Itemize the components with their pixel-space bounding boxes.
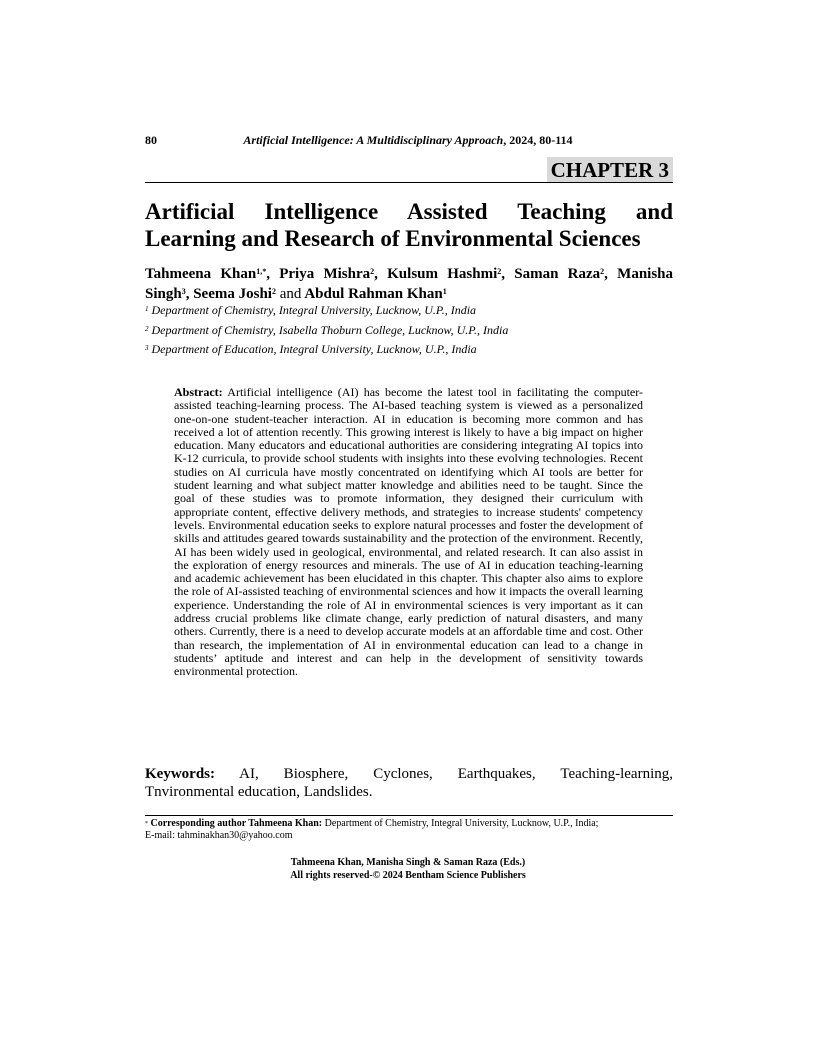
affiliations	[145, 303, 673, 362]
keywords-line-1	[145, 765, 673, 783]
page-number: 80	[145, 133, 157, 147]
affiliation	[145, 323, 673, 337]
footnote-text: Department of Chemistry, Integral University, Lucknow, U.P., India;	[322, 818, 599, 829]
affiliation-mark: 3	[145, 344, 149, 352]
affiliation-text: Department of Chemistry, Integral University, Lucknow, U.P., India	[151, 303, 477, 317]
author-name-part: Manisha	[617, 266, 674, 282]
footnote-email: E-mail: tahminakhan30@yahoo.com	[145, 830, 293, 841]
title-line-1: Artificial Intelligence Assisted Teaching and	[145, 199, 673, 224]
footnote-rule	[145, 815, 673, 816]
keywords-text-2: Tnvironmental education, Landslides.	[145, 784, 373, 800]
footnote	[145, 818, 673, 842]
affiliation-mark: 1	[145, 305, 149, 313]
author-name: Seema Joshi	[193, 286, 272, 302]
author-name: Priya Mishra	[279, 266, 371, 282]
author-affiliation-mark: 2	[497, 267, 502, 276]
author-list	[145, 264, 673, 304]
author-affiliation-mark: 2	[271, 287, 276, 296]
author-name-part: Singh	[145, 286, 182, 302]
author-affiliation-mark: 2	[600, 267, 605, 276]
footnote-mark: *	[145, 821, 148, 827]
affiliation-mark: 2	[145, 324, 149, 333]
chapter-label: CHAPTER 3	[547, 157, 673, 182]
author-name: Tahmeena Khan	[145, 266, 257, 282]
author-line-2: Singh$^3$, Seema Joshi$^2$ and Abdul Rahman Khan$^1$	[145, 286, 447, 302]
affiliation	[145, 303, 673, 317]
author-affiliation-mark: 2	[370, 267, 375, 276]
keywords-text-1: AI, Biosphere, Cyclones, Earthquakes, Teaching-learning,	[239, 766, 673, 782]
title-line-2: Learning and Research of Environmental Sciences	[145, 226, 641, 251]
keywords-label: Keywords:	[145, 766, 215, 782]
rights-line: All rights reserved-© 2024 Bentham Science Publishers	[290, 870, 526, 881]
author-name: Abdul Rahman Khan	[304, 286, 443, 302]
author-name: Saman Raza	[514, 266, 601, 282]
journal-title: Artificial Intelligence: A Multidisciplinary Approach	[243, 133, 504, 147]
footnote-label: Corresponding author Tahmeena Khan:	[150, 818, 323, 829]
chapter-rule	[145, 182, 673, 183]
copyright-block	[0, 856, 816, 882]
author-affiliation-mark: 1	[442, 287, 447, 296]
abstract-label: Abstract:	[174, 385, 223, 399]
abstract	[174, 386, 643, 679]
abstract-text: Artificial intelligence (AI) has become the latest tool in facilitating the computer-assisted teaching-learning process. The AI-based teaching system is viewed as a personalized one-on-one student-teacher interaction. AI in education is becoming more common and has received a lot of attention recently. This growing interest is likely to have a big impact on higher education. Many educators and educational authorities are considering integrating AI topics into K-12 curricula, to provide school students with insights into these evolving technologies. Recent studies on AI curricula have mostly concentrated on identifying which AI tools are better for student learning and what subject matter knowledge and abilities need to be taught. Since the goal of these studies was to promote information, they designed their curriculum with appropriate content, effective delivery methods, and strategies to increase students' competency levels. Environmental education seeks to explore natural processes and foster the development of skills and attitudes geared towards sustainability and the protection of the environment. Recently, AI has been widely used in geological, environmental, and related research. It can also assist in the exploration of energy resources and minerals. The use of AI in education teaching-learning and academic achievement has been elucidated in this chapter. This chapter also aims to explore the role of AI-assisted teaching of environmental sciences and how it impacts the overall learning experience. Understanding the role of AI in environmental sciences is very important as it can address crucial problems like climate change, early prediction of natural disasters, and many others. Currently, there is a need to develop accurate models at an affordable time and cost. Other than research, the implementation of AI in environmental education can lead to a change in students’ aptitude and interest and can help in the development of sensitivity towards environmental protection.	[174, 385, 643, 679]
author-affiliation-mark: 1,*	[256, 267, 267, 276]
author-line-1: Tahmeena Khan$^{1,*}$, Priya Mishra$^2$, Kulsum Hashmi$^2$, Saman Raza$^2$, Manisha	[145, 266, 674, 282]
and-word: and	[279, 286, 302, 302]
affiliation	[145, 342, 673, 356]
chapter-title	[145, 198, 673, 252]
editors-line: Tahmeena Khan, Manisha Singh & Saman Raza (Eds.)	[290, 857, 526, 868]
affiliation-text: Department of Chemistry, Isabella Thoburn College, Lucknow, U.P., India	[151, 322, 509, 337]
keywords	[145, 765, 673, 801]
affiliation-text: Department of Education, Integral University, Lucknow, U.P., India	[151, 342, 477, 356]
author-name: Kulsum Hashmi	[387, 266, 498, 282]
running-head	[0, 133, 816, 148]
journal-citation: , 2024, 80-114	[503, 133, 573, 147]
author-affiliation-mark: 3	[181, 287, 186, 296]
